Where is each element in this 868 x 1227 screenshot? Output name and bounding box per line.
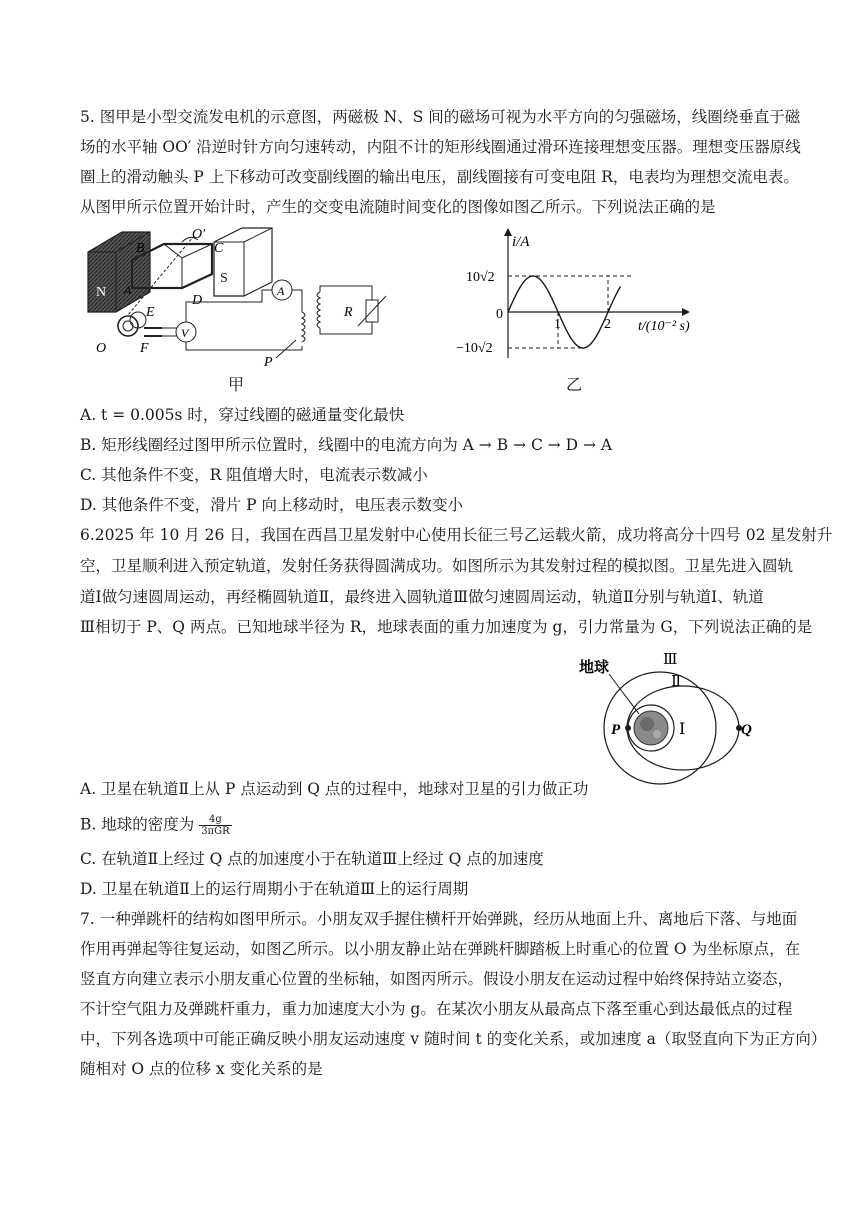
q6-stem-line-3: 道Ⅰ做匀速圆周运动，再经椭圆轨道Ⅱ，最终进入圆轨道Ⅲ做匀速圆周运动，轨道Ⅱ分别与轨道Ⅰ、轨道 <box>80 588 764 606</box>
q6-option-b <box>80 814 232 837</box>
primary-coil <box>302 312 305 342</box>
q7-stem-line-6: 随相对 O 点的位移 x 变化关系的是 <box>80 1060 323 1078</box>
orbit-3-label: Ⅲ <box>663 652 678 668</box>
density-denominator: 3πGR <box>201 826 230 837</box>
q7-stem-line-4: 不计空气阻力及弹跳杆重力，重力加速度大小为 g。在某次小朋友从最高点下落至重心到达最低点的过程 <box>80 1000 793 1018</box>
label-c: C <box>214 241 224 256</box>
point-p-label: P <box>611 722 621 738</box>
q7-stem-line-2: 作用再弹起等往复运动，如图乙所示。以小朋友静止站在弹跳杆脚踏板上时重心的位置 O 为坐标原点，在 <box>80 940 801 958</box>
density-numerator: 4g <box>199 814 231 826</box>
orbit-2-label: Ⅱ <box>671 674 682 690</box>
x-axis-label: t/(10⁻² s) <box>638 319 690 334</box>
q6-stem-line-2: 空，卫星顺利进入预定轨道，发射任务获得圆满成功。如图所示为其发射过程的模拟图。卫星先进入圆轨 <box>80 557 794 575</box>
fig-jia-caption: 甲 <box>228 375 245 394</box>
label-a-coil: A <box>124 283 132 297</box>
q5-stem-line-4: 从图甲所示位置开始计时，产生的交变电流随时间变化的图像如图乙所示。下列说法正确的是 <box>80 198 716 216</box>
earth-label: 地球 <box>579 660 610 676</box>
label-s: S <box>220 271 228 286</box>
orbit-figure <box>575 642 755 792</box>
secondary-coil <box>317 292 320 328</box>
generator-figure <box>82 222 412 370</box>
q7-stem-line-1: 7. 一种弹跳杆的结构如图甲所示。小朋友双手握住横杆开始弹跳，经历从地面上升、离地后下落、与地面 <box>80 910 798 928</box>
point-p-dot <box>625 725 631 731</box>
q7-stem-line-5: 中，下列各选项中可能正确反映小朋友运动速度 v 随时间 t 的变化关系，或加速度 a（取竖直向下为正方向） <box>80 1030 827 1048</box>
x-axis-arrow <box>682 308 690 316</box>
q6-option-c: C. 在轨道Ⅱ上经过 Q 点的加速度小于在轨道Ⅲ上经过 Q 点的加速度 <box>80 850 544 868</box>
label-a-meter: A <box>277 284 285 298</box>
q5-option-c: C. 其他条件不变，R 阻值增大时，电流表示数减小 <box>80 466 428 484</box>
label-f: F <box>140 341 149 356</box>
label-d: D <box>192 293 203 308</box>
q7-stem-line-3: 竖直方向建立表示小朋友重心位置的坐标轴，如图丙所示。假设小朋友在运动过程中始终保持站立姿态， <box>80 970 794 988</box>
q6-option-d: D. 卫星在轨道Ⅱ上的运行周期小于在轨道Ⅲ上的运行周期 <box>80 880 469 898</box>
q5-stem-line-2: 场的水平轴 OO′ 沿逆时针方向匀速转动，内阻不计的矩形线圈通过滑环连接理想变压器。理想变压器原线 <box>80 138 801 156</box>
label-v: V <box>181 326 189 340</box>
fig-yi-caption: 乙 <box>566 375 583 394</box>
orbit-1-label: Ⅰ <box>679 721 686 738</box>
label-o-prime: O′ <box>192 227 206 242</box>
label-e: E <box>146 305 155 320</box>
density-fraction <box>199 814 231 837</box>
q5-option-a: A. t = 0.005s 时，穿过线圈的磁通量变化最快 <box>80 406 405 424</box>
q5-stem-line-3: 圈上的滑动触头 P 上下移动可改变副线圈的输出电压，副线圈接有可变电阻 R，电表均为理想交流电表。 <box>80 168 799 186</box>
y-axis-label: i/A <box>512 234 530 250</box>
label-o: O <box>96 341 107 356</box>
q5-option-d: D. 其他条件不变，滑片 P 向上移动时，电压表示数变小 <box>80 496 464 514</box>
slip-ring <box>118 316 138 336</box>
q5-option-b: B. 矩形线圈经过图甲所示位置时，线圈中的电流方向为 A → B → C → D → A <box>80 436 613 454</box>
label-p: P <box>264 355 273 370</box>
q6-option-b-prefix: B. 地球的密度为 <box>80 815 195 834</box>
label-b: B <box>136 241 145 256</box>
point-q-label: Q <box>741 722 752 738</box>
tick-1: 1 <box>554 317 561 332</box>
q6-stem-line-1: 6.2025 年 10 月 26 日，我国在西昌卫星发射中心使用长征三号乙运载火箭，成功将高分十四号 02 星发射升 <box>80 526 833 544</box>
label-r: R <box>344 305 353 320</box>
earth-pointer <box>609 674 639 714</box>
tick-2: 2 <box>604 317 611 332</box>
label-n: N <box>96 285 107 300</box>
q5-stem-line-1: 5. 图甲是小型交流发电机的示意图，两磁极 N、S 间的磁场可视为水平方向的匀强磁场，线圈绕垂直于磁 <box>80 108 801 126</box>
q6-stem-line-4: Ⅲ相切于 P、Q 两点。已知地球半径为 R，地球表面的重力加速度为 g，引力常量为 G，下列说法正确的是 <box>80 618 813 636</box>
tick-bottom: −10√2 <box>456 341 493 356</box>
current-time-chart <box>440 226 720 366</box>
tick-top: 10√2 <box>466 270 495 285</box>
q6-option-a: A. 卫星在轨道Ⅱ上从 P 点运动到 Q 点的过程中，地球对卫星的引力做正功 <box>80 780 589 798</box>
tick-zero: 0 <box>496 307 503 322</box>
y-axis-arrow <box>504 228 512 236</box>
